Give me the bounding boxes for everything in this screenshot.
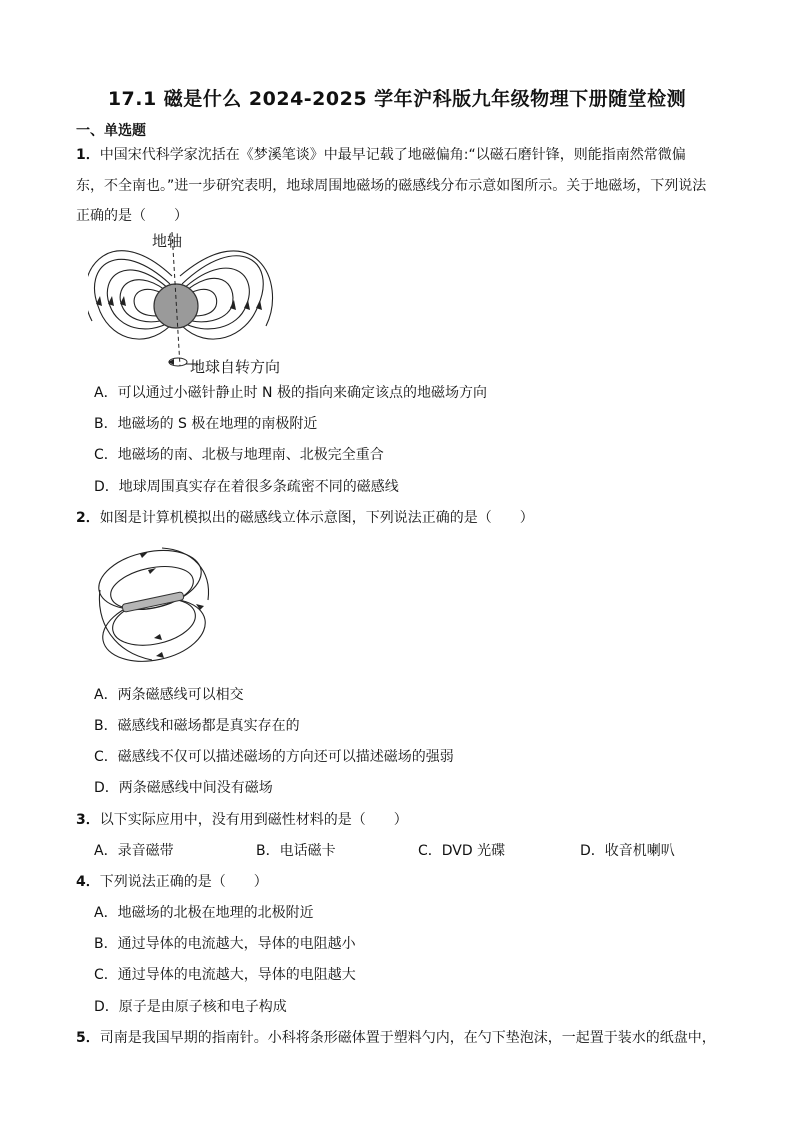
question-number: 4． [76,874,100,890]
question-2-line-1 [76,509,534,527]
question-text: 司南是我国早期的指南针。小科将条形磁体置于塑料勺内，在勺下垫泡沫，一起置于装水的纸盘中， [99,1030,716,1046]
question-3-line-1 [76,811,408,829]
question-text: 下列说法正确的是（ ） [99,874,268,890]
q2-option-b[interactable]: B．磁感线和磁场都是真实存在的 [94,718,300,734]
question-text: 如图是计算机模拟出的磁感线立体示意图，下列说法正确的是（ ） [99,510,534,526]
q2-option-d[interactable]: D．两条磁感线中间没有磁场 [94,780,273,796]
q1-option-a[interactable]: A．可以通过小磁针静止时 N 极的指向来确定该点的地磁场方向 [94,385,487,401]
question-number: 3． [76,812,100,828]
question-text: 中国宋代科学家沈括在《梦溪笔谈》中最早记载了地磁偏角:“以磁石磨针锋，则能指南然常微偏 [99,147,686,163]
bar-magnet-field-figure [92,540,222,670]
section-heading: 一、单选题 [76,123,146,139]
earth-sphere [154,284,198,328]
q2-option-c[interactable]: C．磁感线不仅可以描述磁场的方向还可以描述磁场的强弱 [94,749,454,765]
bar-magnet [122,592,184,613]
q3-option-c[interactable]: C．DVD 光碟 [418,843,506,859]
page-title: 17.1 磁是什么 2024-2025 学年沪科版九年级物理下册随堂检测 [107,88,687,110]
question-text: 以下实际应用中，没有用到磁性材料的是（ ） [99,812,408,828]
q4-option-b[interactable]: B．通过导体的电流越大，导体的电阻越小 [94,936,356,952]
q3-option-b[interactable]: B．电话磁卡 [256,843,336,859]
question-number: 5． [76,1030,100,1046]
q2-option-a[interactable]: A．两条磁感线可以相交 [94,687,244,703]
q4-option-a[interactable]: A．地磁场的北极在地理的北极附近 [94,905,314,921]
q1-option-b[interactable]: B．地磁场的 S 极在地理的南极附近 [94,416,318,432]
axis-label: 地轴 [152,232,183,250]
q3-option-d[interactable]: D．收音机喇叭 [580,843,675,859]
q1-option-d[interactable]: D．地球周围真实存在着很多条疏密不同的磁感线 [94,479,399,495]
earth-magnetic-field-figure [88,226,328,378]
rotation-label: 地球自转方向 [190,358,281,376]
q4-option-d[interactable]: D．原子是由原子核和电子构成 [94,999,287,1015]
question-4-line-1 [76,873,268,891]
question-1-line-1 [76,146,686,164]
q3-option-a[interactable]: A．录音磁带 [94,843,174,859]
question-number: 2． [76,510,100,526]
q4-option-c[interactable]: C．通过导体的电流越大，导体的电阻越大 [94,967,356,983]
q1-option-c[interactable]: C．地磁场的南、北极与地理南、北极完全重合 [94,447,384,463]
question-1-line-3: 正确的是（ ） [76,208,188,224]
question-number: 1． [76,147,100,163]
question-5-line-1 [76,1029,716,1047]
question-1-line-2: 东，不全南也。”进一步研究表明，地球周围地磁场的磁感线分布示意如图所示。关于地磁场，下列说法 [76,178,707,194]
